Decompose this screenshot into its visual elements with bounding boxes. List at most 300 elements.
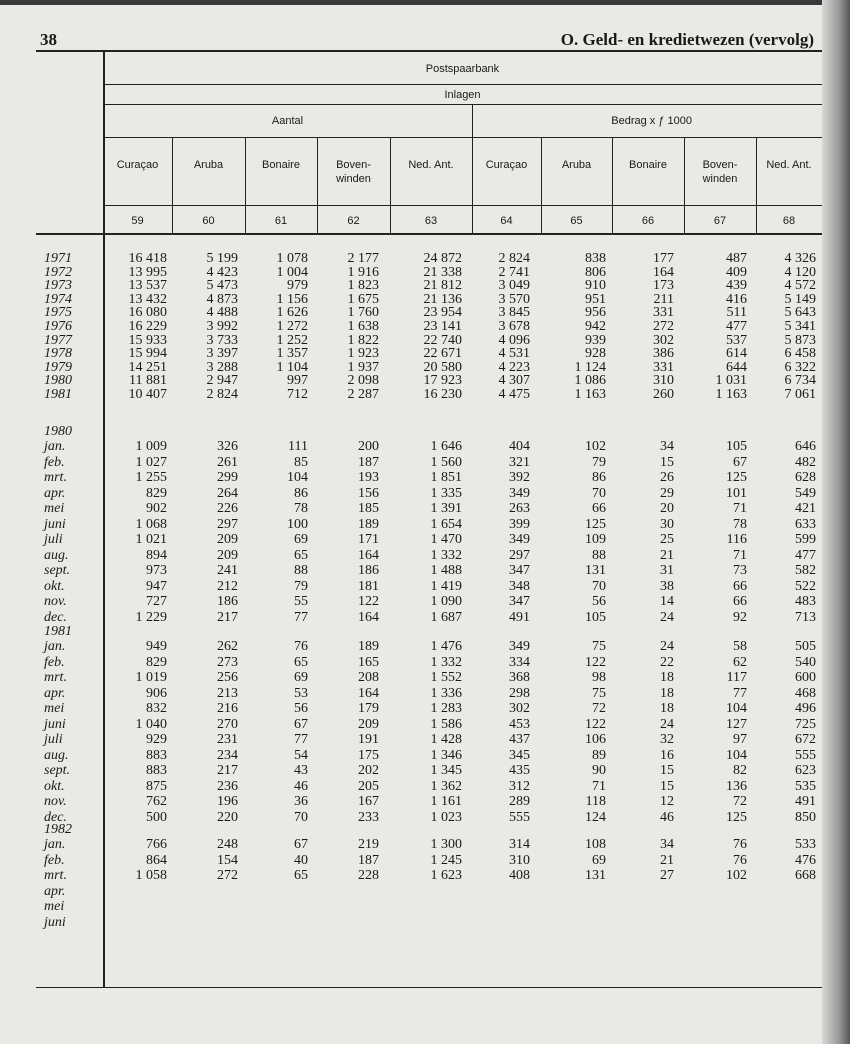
cell-value: 72	[733, 794, 747, 809]
row-label: juli	[44, 532, 63, 547]
cell-value: 334	[509, 654, 530, 670]
cell-value: 540	[795, 654, 816, 670]
cell-value: 408	[509, 868, 530, 883]
cell-value: 979	[287, 278, 308, 294]
cell-value: 3 678	[498, 319, 530, 334]
column-number: 68	[782, 215, 796, 227]
cell-value: 77	[294, 732, 308, 747]
cell-value: 1 283	[430, 701, 462, 716]
rule	[103, 104, 822, 105]
cell-value: 46	[660, 809, 674, 825]
cell-value: 131	[585, 868, 606, 883]
cell-value: 209	[217, 532, 238, 547]
cell-value: 1 004	[276, 264, 308, 280]
cell-value: 24	[660, 716, 674, 732]
row-label: jan.	[44, 837, 66, 852]
column-header: Boven- winden	[336, 159, 371, 185]
cell-value: 1 161	[430, 794, 462, 809]
cell-value: 1 687	[430, 609, 462, 625]
cell-value: 297	[509, 547, 530, 563]
block-year-label: 1982	[44, 822, 72, 837]
cell-value: 226	[217, 501, 238, 516]
cell-value: 70	[294, 809, 308, 825]
row-label: nov.	[44, 794, 67, 809]
cell-value: 16 080	[128, 305, 167, 321]
cell-value: 1 163	[715, 387, 747, 402]
subgroup-header: Inlagen	[444, 89, 481, 101]
cell-value: 89	[592, 747, 606, 763]
page-number: 38	[40, 30, 57, 49]
cell-value: 73	[733, 563, 747, 578]
cell-value: 21	[660, 547, 674, 563]
cell-value: 1 357	[276, 346, 308, 362]
cell-value: 1 552	[430, 670, 462, 685]
cell-value: 66	[733, 594, 747, 609]
row-label: okt.	[44, 778, 65, 794]
cell-value: 668	[795, 868, 816, 883]
cell-value: 491	[509, 609, 530, 625]
cell-value: 496	[795, 701, 816, 716]
column-number: 67	[713, 215, 727, 227]
cell-value: 997	[287, 373, 308, 389]
cell-value: 66	[592, 501, 606, 516]
cell-value: 1 245	[430, 852, 462, 868]
cell-value: 537	[726, 332, 747, 348]
cell-value: 196	[217, 794, 238, 809]
cell-value: 1 623	[430, 868, 462, 883]
column-number: 63	[424, 215, 438, 227]
cell-value: 156	[358, 485, 379, 501]
row-label: mrt.	[44, 868, 67, 883]
cell-value: 1 586	[430, 716, 462, 732]
cell-value: 956	[585, 305, 606, 321]
cell-value: 349	[509, 485, 530, 501]
cell-value: 555	[509, 809, 530, 825]
cell-value: 1 163	[574, 387, 606, 402]
column-number: 65	[570, 215, 583, 227]
page-title: O. Geld- en kredietwezen (vervolg)	[560, 30, 814, 49]
cell-value: 231	[217, 732, 238, 747]
cell-value: 1 923	[347, 346, 379, 362]
cell-value: 67	[733, 454, 747, 470]
cell-value: 1 937	[347, 359, 379, 375]
cell-value: 951	[585, 291, 606, 307]
cell-value: 127	[726, 716, 747, 732]
cell-value: 125	[726, 809, 747, 825]
cell-value: 82	[733, 763, 747, 778]
row-label: feb.	[44, 852, 65, 868]
cell-value: 65	[294, 654, 308, 670]
cell-value: 58	[733, 639, 747, 654]
cell-value: 1 626	[276, 305, 308, 321]
amount-header	[541, 114, 822, 128]
cell-value: 24 872	[423, 251, 462, 266]
cell-value: 453	[509, 716, 530, 732]
cell-value: 727	[146, 594, 167, 609]
cell-value: 18	[660, 685, 674, 701]
cell-value: 468	[795, 685, 816, 701]
cell-value: 4 572	[784, 278, 816, 294]
cell-value: 5 199	[206, 251, 238, 266]
cell-value: 1 916	[347, 264, 379, 280]
cell-value: 136	[726, 778, 747, 794]
cell-value: 92	[733, 609, 747, 625]
row-label: 1971	[44, 251, 72, 266]
cell-value: 1 156	[276, 291, 308, 307]
cell-value: 165	[358, 654, 379, 670]
cell-value: 71	[733, 547, 747, 563]
cell-value: 5 873	[784, 332, 816, 348]
cell-value: 272	[217, 868, 238, 883]
cell-value: 236	[217, 778, 238, 794]
cell-value: 125	[585, 516, 606, 532]
cell-value: 12	[660, 794, 674, 809]
cell-value: 200	[358, 439, 379, 454]
cell-value: 77	[733, 685, 747, 701]
row-label: okt.	[44, 578, 65, 594]
cell-value: 1 345	[430, 763, 462, 778]
cell-value: 3 992	[206, 319, 238, 334]
cell-value: 261	[217, 454, 238, 470]
row-label: juli	[44, 732, 63, 747]
cell-value: 209	[217, 547, 238, 563]
cell-value: 487	[726, 251, 747, 266]
row-label: 1977	[44, 332, 72, 348]
row-label: apr.	[44, 485, 66, 501]
cell-value: 1 058	[135, 868, 167, 883]
row-label: aug.	[44, 747, 69, 763]
cell-value: 1 646	[430, 439, 462, 454]
cell-value: 3 570	[498, 291, 530, 307]
cell-value: 24	[660, 639, 674, 654]
cell-value: 264	[217, 485, 238, 501]
cell-value: 312	[509, 778, 530, 794]
column-header: Bonaire	[262, 159, 300, 171]
row-label: mrt.	[44, 670, 67, 685]
cell-value: 86	[294, 485, 308, 501]
cell-value: 14 251	[128, 359, 167, 375]
cell-value: 189	[358, 516, 379, 532]
cell-value: 131	[585, 563, 606, 578]
cell-value: 22	[660, 654, 674, 670]
cell-value: 646	[795, 439, 816, 454]
cell-value: 482	[795, 454, 816, 470]
cell-value: 4 873	[206, 291, 238, 307]
cell-value: 32	[660, 732, 674, 747]
cell-value: 725	[795, 716, 816, 732]
cell-value: 181	[358, 578, 379, 594]
row-label: 1975	[44, 305, 72, 321]
cell-value: 1 040	[135, 716, 167, 732]
cell-value: 894	[146, 547, 167, 563]
cell-value: 67	[294, 716, 308, 732]
cell-value: 67	[294, 837, 308, 852]
cell-value: 582	[795, 563, 816, 578]
cell-value: 40	[294, 852, 308, 868]
cell-value: 262	[217, 639, 238, 654]
cell-value: 16 418	[128, 251, 167, 266]
cell-value: 1 272	[276, 319, 308, 334]
cell-value: 299	[217, 470, 238, 485]
cell-value: 347	[509, 563, 530, 578]
cell-value: 883	[146, 747, 167, 763]
cell-value: 348	[509, 578, 530, 594]
cell-value: 86	[592, 470, 606, 485]
cell-value: 109	[585, 532, 606, 547]
cell-value: 31	[660, 563, 674, 578]
cell-value: 79	[294, 578, 308, 594]
cell-value: 1 851	[430, 470, 462, 485]
cell-value: 310	[509, 852, 530, 868]
column-header: Curaçao	[485, 159, 528, 171]
row-label: apr.	[44, 883, 66, 899]
cell-value: 186	[217, 594, 238, 609]
row-label: 1981	[44, 387, 72, 402]
cell-value: 1 335	[430, 485, 462, 501]
cell-value: 4 326	[784, 251, 816, 266]
cell-value: 124	[585, 809, 606, 825]
row-label: feb.	[44, 454, 65, 470]
cell-value: 713	[795, 609, 816, 625]
cell-value: 70	[592, 485, 606, 501]
cell-value: 1 019	[135, 670, 167, 685]
cell-value: 1 300	[430, 837, 462, 852]
cell-value: 347	[509, 594, 530, 609]
cell-value: 24	[660, 609, 674, 625]
cell-value: 75	[592, 685, 606, 701]
cell-value: 3 733	[206, 332, 238, 348]
cell-value: 122	[585, 716, 606, 732]
cell-value: 104	[287, 470, 308, 485]
cell-value: 66	[733, 578, 747, 594]
cell-value: 6 458	[784, 346, 816, 362]
block-year-label: 1981	[44, 624, 72, 639]
cell-value: 2 947	[206, 373, 238, 389]
row-label: dec.	[44, 809, 67, 825]
cell-value: 409	[726, 264, 747, 280]
cell-value: 349	[509, 532, 530, 547]
cell-value: 910	[585, 278, 606, 294]
cell-value: 1 823	[347, 278, 379, 294]
row-label: jan.	[44, 639, 66, 654]
cell-value: 208	[358, 670, 379, 685]
cell-value: 1 031	[715, 373, 747, 389]
rule	[103, 84, 822, 85]
cell-value: 108	[585, 837, 606, 852]
cell-value: 1 104	[276, 359, 308, 375]
cell-value: 18	[660, 701, 674, 716]
row-label: mei	[44, 899, 65, 914]
cell-value: 1 255	[135, 470, 167, 485]
cell-value: 439	[726, 278, 747, 294]
cell-value: 88	[294, 563, 308, 578]
row-label: feb.	[44, 654, 65, 670]
cell-value: 1 252	[276, 332, 308, 348]
cell-value: 164	[358, 609, 379, 625]
cell-value: 310	[653, 373, 674, 389]
cell-value: 623	[795, 763, 816, 778]
cell-value: 11 881	[129, 373, 167, 389]
cell-value: 1 346	[430, 747, 462, 763]
cell-value: 164	[358, 547, 379, 563]
cell-value: 219	[358, 837, 379, 852]
cell-value: 906	[146, 685, 167, 701]
cell-value: 85	[294, 454, 308, 470]
cell-value: 104	[726, 701, 747, 716]
cell-value: 1 470	[430, 532, 462, 547]
cell-value: 116	[726, 532, 747, 547]
cell-value: 4 423	[206, 264, 238, 280]
cell-value: 36	[294, 794, 308, 809]
cell-value: 1 332	[430, 547, 462, 563]
column-number: 60	[202, 215, 215, 227]
cell-value: 864	[146, 852, 167, 868]
cell-value: 70	[592, 578, 606, 594]
cell-value: 216	[217, 701, 238, 716]
cell-value: 18	[660, 670, 674, 685]
cell-value: 177	[653, 251, 674, 266]
row-label: 1980	[44, 373, 72, 389]
cell-value: 25	[660, 532, 674, 547]
row-label: nov.	[44, 594, 67, 609]
cell-value: 1 488	[430, 563, 462, 578]
cell-value: 902	[146, 501, 167, 516]
cell-value: 13 537	[128, 278, 167, 294]
cell-value: 1 332	[430, 654, 462, 670]
cell-value: 416	[726, 291, 747, 307]
cell-value: 15	[660, 763, 674, 778]
cell-value: 2 287	[347, 387, 379, 402]
cell-value: 234	[217, 747, 238, 763]
cell-value: 491	[795, 794, 816, 809]
cell-value: 213	[217, 685, 238, 701]
cell-value: 65	[294, 868, 308, 883]
cell-value: 105	[585, 609, 606, 625]
header-bottom-rule	[36, 233, 822, 235]
cell-value: 263	[509, 501, 530, 516]
table-bottom-rule	[36, 987, 822, 988]
cell-value: 101	[726, 485, 747, 501]
cell-value: 2 098	[347, 373, 379, 389]
cell-value: 14	[660, 594, 674, 609]
group-header: Postspaarbank	[425, 63, 500, 75]
cell-value: 193	[358, 470, 379, 485]
cell-value: 97	[733, 732, 747, 747]
cell-value: 22 671	[423, 346, 462, 362]
cell-value: 202	[358, 763, 379, 778]
cell-value: 477	[795, 547, 816, 563]
cell-value: 220	[217, 809, 238, 825]
column-number: 64	[500, 215, 513, 227]
cell-value: 2 741	[498, 264, 530, 280]
cell-value: 10 407	[128, 387, 167, 402]
cell-value: 289	[509, 794, 530, 809]
cell-value: 421	[795, 501, 816, 516]
cell-value: 15	[660, 454, 674, 470]
cell-value: 875	[146, 778, 167, 794]
cell-value: 1 391	[430, 501, 462, 516]
cell-value: 832	[146, 701, 167, 716]
cell-value: 3 845	[498, 305, 530, 321]
cell-value: 5 643	[784, 305, 816, 321]
cell-value: 102	[726, 868, 747, 883]
cell-value: 62	[733, 654, 747, 670]
cell-value: 171	[358, 532, 379, 547]
column-header: Bonaire	[629, 159, 667, 171]
count-header: Aantal	[271, 115, 304, 127]
cell-value: 404	[509, 439, 530, 454]
cell-value: 314	[509, 837, 530, 852]
cell-value: 838	[585, 251, 606, 266]
cell-value: 185	[358, 501, 379, 516]
cell-value: 555	[795, 747, 816, 763]
cell-value: 21	[660, 852, 674, 868]
cell-value: 331	[653, 359, 674, 375]
cell-value: 187	[358, 852, 379, 868]
column-header: Curaçao	[116, 159, 159, 171]
cell-value: 1 560	[430, 454, 462, 470]
cell-value: 15 933	[128, 332, 167, 348]
column-header: Ned. Ant.	[766, 159, 812, 171]
cell-value: 829	[146, 654, 167, 670]
cell-value: 34	[660, 837, 674, 852]
cell-value: 273	[217, 654, 238, 670]
row-label: apr.	[44, 685, 66, 701]
cell-value: 599	[795, 532, 816, 547]
cell-value: 106	[585, 732, 606, 747]
cell-value: 392	[509, 470, 530, 485]
column-header: Aruba	[561, 159, 592, 171]
cell-value: 929	[146, 732, 167, 747]
cell-value: 76	[294, 639, 308, 654]
cell-value: 71	[592, 778, 606, 794]
row-label: 1978	[44, 346, 72, 362]
row-label: 1974	[44, 291, 72, 307]
cell-value: 928	[585, 346, 606, 362]
table-top-rule	[36, 50, 822, 52]
cell-value: 435	[509, 763, 530, 778]
cell-value: 15 994	[128, 346, 167, 362]
row-label: 1973	[44, 278, 72, 294]
cell-value: 105	[726, 439, 747, 454]
cell-value: 1 336	[430, 685, 462, 701]
cell-value: 27	[660, 868, 674, 883]
cell-value: 16 229	[128, 319, 167, 334]
cell-value: 1 654	[430, 516, 462, 532]
cell-value: 43	[294, 763, 308, 778]
row-label: jan.	[44, 439, 66, 454]
cell-value: 191	[358, 732, 379, 747]
cell-value: 34	[660, 439, 674, 454]
cell-value: 3 288	[206, 359, 238, 375]
cell-value: 117	[726, 670, 747, 685]
cell-value: 78	[294, 501, 308, 516]
cell-value: 175	[358, 747, 379, 763]
cell-value: 102	[585, 439, 606, 454]
cell-value: 614	[726, 346, 747, 362]
cell-value: 644	[726, 359, 747, 375]
cell-value: 179	[358, 701, 379, 716]
cell-value: 345	[509, 747, 530, 763]
cell-value: 16 230	[423, 387, 462, 402]
cell-value: 505	[795, 639, 816, 654]
cell-value: 22 740	[423, 332, 462, 348]
cell-value: 942	[585, 319, 606, 334]
cell-value: 2 177	[347, 251, 379, 266]
cell-value: 806	[585, 264, 606, 280]
cell-value: 186	[358, 563, 379, 578]
column-header: Boven- winden	[702, 159, 738, 185]
